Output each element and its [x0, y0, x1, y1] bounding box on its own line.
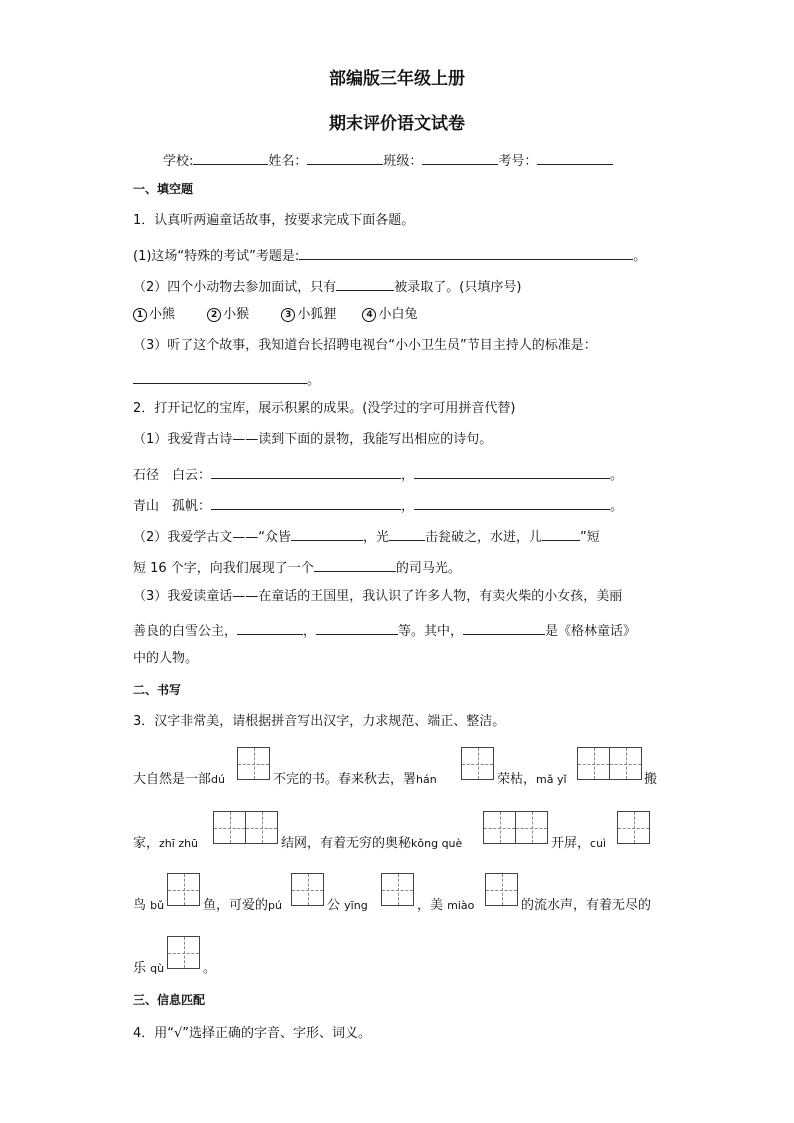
tian-grid-pu[interactable] [291, 873, 324, 906]
q2-part2-text: （2）我爱学古文——“众皆 [133, 530, 292, 545]
tian-grid-qu[interactable] [167, 936, 200, 969]
q3-line3-text [133, 899, 164, 912]
question-4-stem: 4．用“√”选择正确的字音、字形、词义。 [133, 1026, 372, 1041]
q3-text: 乐 [133, 961, 147, 976]
class-label: 班级： [383, 154, 423, 169]
q3-line3-text [327, 899, 368, 912]
school-label: 学校: [163, 154, 194, 169]
q3-line4-end: 。 [203, 961, 217, 976]
name-blank[interactable] [307, 151, 383, 165]
pinyin: cuì [590, 837, 607, 850]
q3-text: ，美 [417, 898, 444, 913]
q3-line2-text [281, 837, 462, 850]
q3-text: 不完的书。春来秋去，署 [273, 772, 417, 787]
tian-cell[interactable] [617, 811, 650, 844]
pinyin: hán [416, 773, 437, 786]
tian-grid-mayi[interactable] [577, 747, 642, 780]
tian-grid-miao[interactable] [485, 873, 518, 906]
period: 。 [610, 499, 624, 514]
q2-part2-text: 短 16 个字，向我们展现了一个 [133, 561, 314, 576]
option-text: 小猴 [223, 307, 250, 322]
q3-line3-text [417, 899, 474, 912]
option-2 [207, 307, 249, 322]
period: 。 [610, 468, 624, 483]
q2-part3-line3: 中的人物。 [133, 651, 199, 666]
q2-part2-blank[interactable] [542, 527, 580, 541]
q2-part2-line2 [133, 558, 461, 575]
q3-text: 公 [327, 898, 341, 913]
q3-line1-end: 搬 [644, 772, 658, 787]
q2-part2-line1 [133, 527, 600, 544]
section-heading-writing: 二、书写 [133, 683, 182, 697]
circled-number: 2 [207, 308, 221, 322]
q2-part3-line1: （3）我爱读童话——在童话的王国里，我认识了许多人物，有卖火柴的小女孩，美丽 [133, 589, 623, 604]
option-4 [362, 307, 417, 322]
q3-line1-text [133, 773, 225, 786]
exam-title-name: 期末评价语文试卷 [329, 114, 465, 134]
q3-line4-text [133, 962, 164, 975]
q3-text: 家， [133, 836, 160, 851]
number-blank[interactable] [537, 151, 613, 165]
pinyin: kǒng què [411, 837, 463, 850]
circled-number: 1 [133, 308, 147, 322]
q1-part2-text-end: 被录取了。(只填序号) [394, 280, 522, 295]
tian-cell[interactable] [609, 747, 642, 780]
q3-line3-text [203, 899, 282, 912]
q1-part3-blank[interactable] [133, 370, 307, 384]
q1-part2 [133, 277, 521, 294]
q1-options [133, 308, 417, 322]
circled-number: 3 [281, 308, 295, 322]
q3-text: 鸟 [133, 898, 147, 913]
comma: ， [401, 468, 415, 483]
q1-part1-text: (1)这场“特殊的考试”考题是: [133, 249, 300, 264]
q2-part3-blank[interactable] [316, 621, 398, 635]
option-3 [281, 307, 336, 322]
question-3-stem: 3．汉字非常美，请根据拼音写出汉字，力求规范、端正、整洁。 [133, 714, 506, 729]
tian-grid-han[interactable] [461, 747, 494, 780]
pinyin: qù [150, 962, 165, 975]
q3-text: 鱼，可爱的 [203, 898, 269, 913]
q3-text: 开屏， [551, 836, 591, 851]
poem-blank[interactable] [414, 496, 610, 510]
poem-blank[interactable] [211, 465, 401, 479]
pinyin: zhī zhū [159, 837, 199, 850]
q3-line2-text [133, 837, 198, 850]
tian-cell[interactable] [483, 811, 516, 844]
period: 。 [633, 249, 647, 264]
tian-grid-ying[interactable] [381, 873, 414, 906]
option-text: 小熊 [149, 307, 176, 322]
poem-row-label: 青山 孤帆： [133, 499, 212, 514]
question-1-stem: 1．认真听两遍童话故事，按要求完成下面各题。 [133, 213, 415, 228]
comma: ， [303, 624, 317, 639]
q3-text: 大自然是一部 [133, 772, 212, 787]
name-label: 姓名： [268, 154, 308, 169]
school-blank[interactable] [193, 151, 268, 165]
q3-line3-end: 的流水声，有着无尽的 [521, 898, 652, 913]
tian-cell[interactable] [381, 873, 414, 906]
tian-grid-zhizhu[interactable] [213, 811, 278, 844]
option-1 [133, 307, 175, 322]
exam-title-grade: 部编版三年级上册 [329, 69, 465, 89]
q1-part3: （3）听了这个故事，我知道台长招聘电视台“小小卫生员”节目主持人的标准是： [133, 338, 597, 353]
q1-part3-answer [133, 370, 320, 387]
q2-part3-blank[interactable] [463, 621, 545, 635]
tian-cell[interactable] [461, 747, 494, 780]
pinyin: miào [447, 899, 475, 912]
q1-part1-blank[interactable] [299, 246, 633, 260]
q2-part2-blank[interactable] [314, 558, 396, 572]
tian-cell[interactable] [167, 936, 200, 969]
student-info-line [163, 151, 613, 168]
q2-part3-blank[interactable] [237, 621, 303, 635]
q1-part2-blank[interactable] [336, 277, 394, 291]
q1-part2-text: （2）四个小动物去参加面试，只有 [133, 280, 337, 295]
tian-cell[interactable] [485, 873, 518, 906]
q2-part3-text: 善良的白雪公主， [133, 624, 238, 639]
poem-row-label: 石径 白云： [133, 468, 212, 483]
tian-grid-kongque[interactable] [483, 811, 548, 844]
poem-blank[interactable] [211, 496, 401, 510]
q2-part1: （1）我爱背古诗——读到下面的景物，我能写出相应的诗句。 [133, 432, 493, 447]
poem-row-1 [133, 465, 623, 482]
pinyin: pú [268, 899, 282, 912]
poem-blank[interactable] [414, 465, 610, 479]
pinyin: dú [211, 773, 225, 786]
q2-part2-blank[interactable] [389, 527, 425, 541]
section-heading-fill: 一、填空题 [133, 182, 194, 196]
q1-part1 [133, 246, 646, 263]
circled-number: 4 [362, 308, 376, 322]
poem-row-2 [133, 496, 623, 513]
class-blank[interactable] [422, 151, 498, 165]
tian-cell[interactable] [213, 811, 246, 844]
q3-line2-text [551, 837, 606, 850]
q3-line1-text [497, 773, 567, 786]
q3-text: 结网，有着无穷的奥秘 [281, 836, 412, 851]
tian-grid-cui[interactable] [617, 811, 650, 844]
number-label: 考号： [498, 154, 538, 169]
q2-part3-line2 [133, 621, 636, 638]
option-text: 小白兔 [378, 307, 418, 322]
q2-part2-text: 击瓮破之，水迸，儿 [425, 530, 543, 545]
option-text: 小狐狸 [297, 307, 337, 322]
q2-part3-text: 是《格林童话》 [545, 624, 637, 639]
q2-part2-text: ”短 [580, 530, 600, 545]
pinyin: yīng [344, 899, 368, 912]
tian-cell[interactable] [237, 747, 270, 780]
tian-cell[interactable] [291, 873, 324, 906]
tian-cell[interactable] [245, 811, 278, 844]
tian-cell[interactable] [167, 873, 200, 906]
q3-text: 荣枯， [497, 772, 537, 787]
comma: ， [401, 499, 415, 514]
pinyin: bǔ [150, 899, 165, 912]
q2-part2-text: 的司马光。 [395, 561, 461, 576]
q2-part3-text: 等。其中， [398, 624, 464, 639]
q2-part2-blank[interactable] [291, 527, 363, 541]
question-2-stem: 2．打开记忆的宝库，展示积累的成果。(没学过的字可用拼音代替) [133, 401, 516, 416]
tian-grid-du[interactable] [237, 747, 270, 780]
section-heading-matching: 三、信息匹配 [133, 993, 206, 1007]
tian-cell[interactable] [515, 811, 548, 844]
tian-grid-bu[interactable] [167, 873, 200, 906]
pinyin: mǎ yǐ [536, 773, 567, 786]
period: 。 [307, 373, 321, 388]
q2-part2-text: ，光 [363, 530, 390, 545]
q3-line1-text [273, 773, 437, 786]
tian-cell[interactable] [577, 747, 610, 780]
